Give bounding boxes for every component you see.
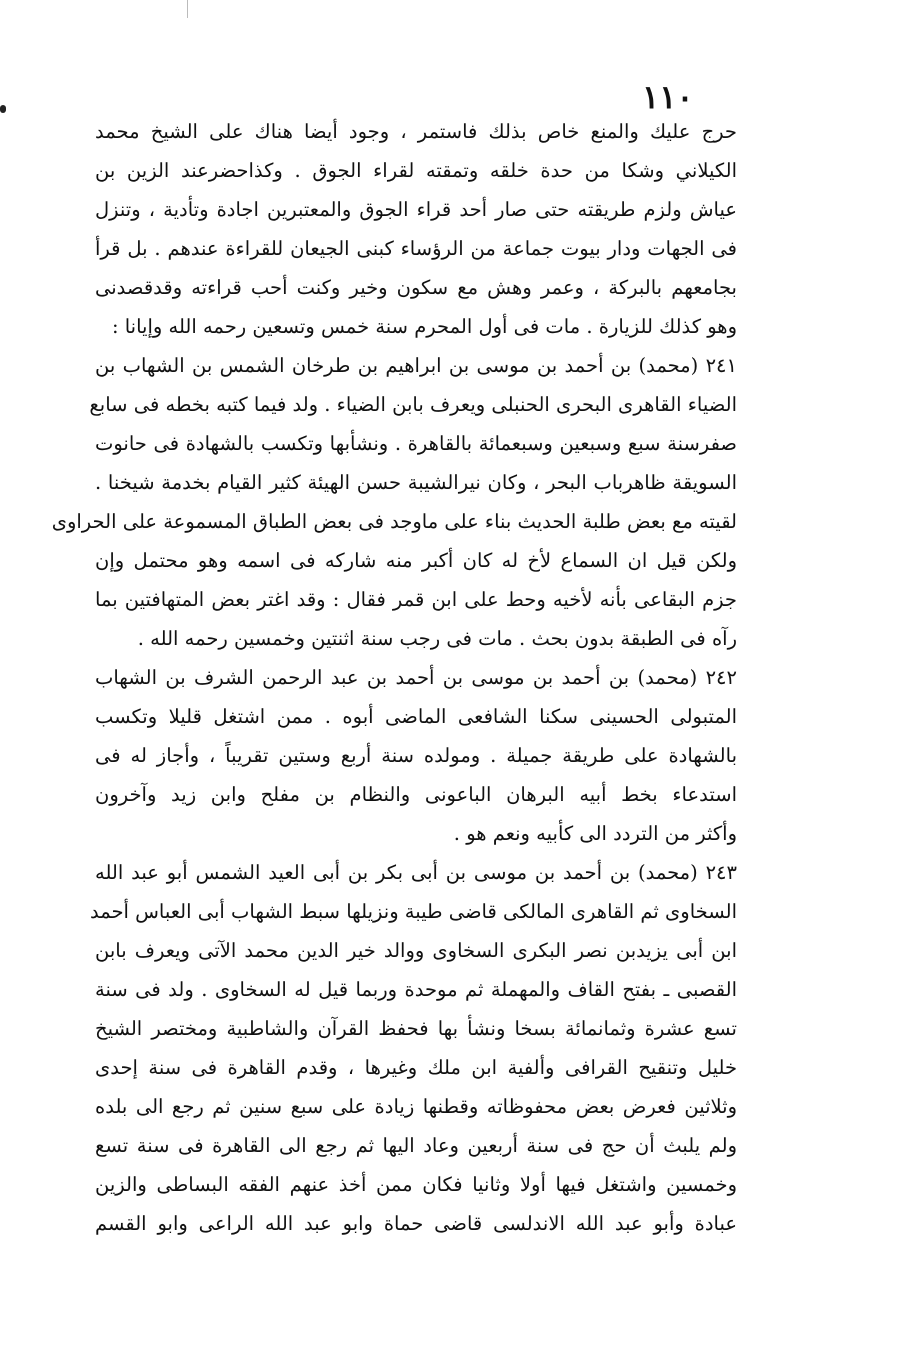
text-line: عياش ولزم طريقته حتى صار أحد قراء الجوق والمعتبرين اجادة وتأدية ، وتنزل	[95, 198, 737, 221]
scan-mark	[187, 0, 188, 18]
text-line: وأكثر من التردد الى كأبيه ونعم هو .	[453, 822, 737, 845]
text-line: رآه فى الطبقة بدون بحث . مات فى رجب سنة اثنتين وخمسين رحمه الله .	[137, 627, 737, 650]
page-body	[51, 112, 737, 1243]
text-line: حرج عليك والمنع خاص بذلك فاستمر ، وجود أيضا هناك على الشيخ محمد	[95, 120, 737, 143]
scan-speck	[0, 105, 6, 113]
entry-heading-241: ٢٤١ (محمد) بن أحمد بن موسى بن ابراهيم بن طرخان الشمس بن الشهاب بن	[95, 354, 737, 377]
text-line: عبادة وأبو عبد الله الاندلسى قاضى حماة وابو عبد الله الراعى وابو القسم	[95, 1212, 737, 1235]
text-line: وخمسين واشتغل فيها أولا وثانيا فكان ممن أخذ عنهم الفقه البساطى والزين	[95, 1173, 737, 1196]
text-line: وثلاثين فعرض بعض محفوظاته وقطنها زيادة على سبع سنين ثم رجع الى بلده	[95, 1095, 737, 1118]
text-line: الضياء القاهرى البحرى الحنبلى ويعرف بابن الضياء . ولد فيما كتبه بخطه فى سابع	[89, 393, 737, 416]
text-line: الكيلاني وشكا من حدة خلقه وتمقته لقراء الجوق . وكذاحضرعند الزين بن	[95, 159, 737, 182]
text-line: السويقة ظاهرباب البحر ، وكان نيرالشيبة حسن الهيئة كثير القيام بخدمة شيخنا .	[95, 471, 737, 494]
text-line: تسع عشرة وثمانمائة بسخا ونشأ بها فحفظ القرآن والشاطبية ومختصر الشيخ	[95, 1017, 737, 1040]
text-line: ولكن قيل ان السماع لأخ له كان أكبر منه شاركه فى اسمه وهو محتمل وإن	[95, 549, 737, 572]
entry-heading-242: ٢٤٢ (محمد) بن أحمد بن موسى بن أحمد بن عبد الرحمن الشرف بن الشهاب	[95, 666, 737, 689]
text-line: السخاوى ثم القاهرى المالكى قاضى طيبة ونزيلها سبط الشهاب أبى العباس أحمد	[89, 900, 737, 923]
text-line: بجامعهم بالبركة ، وعمر وهش مع سكون وخير وكنت أحب قراءته وقدقصدنى	[95, 276, 737, 299]
text-line: المتبولى الحسينى سكنا الشافعى الماضى أبوه . ممن اشتغل قليلا وتكسب	[95, 705, 737, 728]
text-line: وهو كذلك للزيارة . مات فى أول المحرم سنة خمس وتسعين رحمه الله وإيانا :	[111, 315, 737, 338]
text-line: القصبى ـ بفتح القاف والمهملة ثم موحدة وربما قيل له السخاوى . ولد فى سنة	[95, 978, 737, 1001]
text-line: صفرسنة سبع وسبعين وسبعمائة بالقاهرة . ونشأبها وتكسب بالشهادة فى حانوت	[95, 432, 737, 455]
page-number: ١١٠	[642, 78, 694, 116]
text-line: استدعاء بخط أبيه البرهان الباعونى والنظام بن مفلح وابن زيد وآخرون	[95, 783, 737, 806]
text-line: بالشهادة على طريقة جميلة . ومولده سنة أربع وستين تقريباً ، وأجاز له فى	[95, 744, 737, 767]
text-line: لقيته مع بعض طلبة الحديث بناء على ماوجد فى بعض الطباق المسموعة على الحراوى	[51, 510, 737, 533]
text-line: خليل وتنقيح القرافى وألفية ابن ملك وغيرها ، وقدم القاهرة فى سنة إحدى	[95, 1056, 737, 1079]
text-line: ولم يلبث أن حج فى سنة أربعين وعاد اليها ثم رجع الى القاهرة فى سنة تسع	[95, 1134, 737, 1157]
entry-heading-243: ٢٤٣ (محمد) بن أحمد بن موسى بن أبى بكر بن أبى العيد الشمس أبو عبد الله	[95, 861, 737, 884]
text-line: ابن أبى يزيدبن نصر البكرى السخاوى ووالد خير الدين محمد الآتى ويعرف بابن	[95, 939, 737, 962]
text-line: جزم البقاعى بأنه لأخيه وحط على ابن قمر فقال : وقد اغتر بعض المتهافتين بما	[95, 588, 737, 611]
text-line: فى الجهات ودار بيوت جماعة من الرؤساء كبنى الجيعان للقراءة عندهم . بل قرأ	[95, 237, 737, 260]
